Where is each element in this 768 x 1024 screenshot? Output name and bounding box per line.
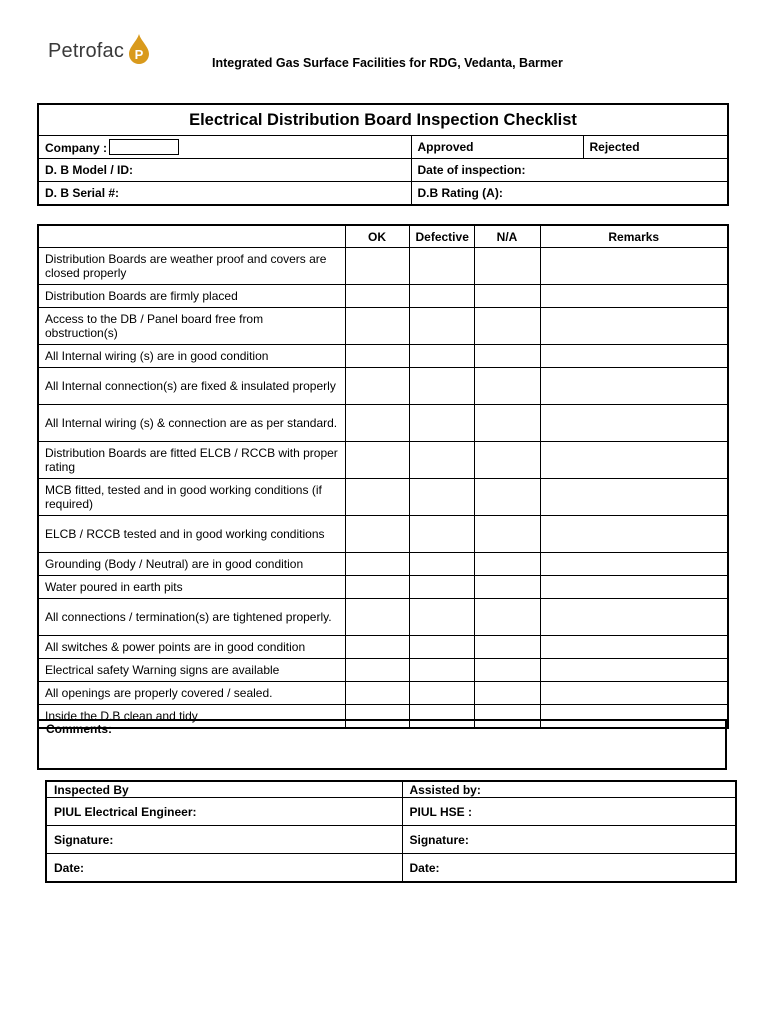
ok-cell[interactable]	[345, 308, 409, 345]
date-of-inspection-label: Date of inspection:	[411, 159, 728, 182]
remarks-cell[interactable]	[540, 599, 728, 636]
na-cell[interactable]	[474, 308, 540, 345]
company-cell	[38, 136, 411, 159]
remarks-cell[interactable]	[540, 576, 728, 599]
defective-cell[interactable]	[409, 248, 474, 285]
checklist-row	[38, 553, 728, 576]
company-input[interactable]	[109, 139, 179, 155]
ok-cell[interactable]	[345, 248, 409, 285]
na-cell[interactable]	[474, 553, 540, 576]
ok-cell[interactable]	[345, 682, 409, 705]
checklist-table	[37, 224, 729, 729]
checklist-row	[38, 442, 728, 479]
column-header-remarks: Remarks	[540, 225, 728, 248]
defective-cell[interactable]	[409, 599, 474, 636]
na-cell[interactable]	[474, 516, 540, 553]
defective-cell[interactable]	[409, 442, 474, 479]
na-cell[interactable]	[474, 479, 540, 516]
checklist-item: ELCB / RCCB tested and in good working conditions	[38, 516, 345, 553]
engineer-signature-label: Signature:	[46, 826, 402, 854]
ok-cell[interactable]	[345, 442, 409, 479]
petrofac-drop-icon	[128, 33, 150, 65]
hse-signature-label: Signature:	[402, 826, 736, 854]
approved-label: Approved	[411, 136, 583, 159]
remarks-cell[interactable]	[540, 479, 728, 516]
inspection-header-table	[37, 103, 729, 206]
checklist-item: All Internal connection(s) are fixed & insulated properly	[38, 368, 345, 405]
ok-cell[interactable]	[345, 368, 409, 405]
checklist-item: Water poured in earth pits	[38, 576, 345, 599]
checklist-item: Electrical safety Warning signs are available	[38, 659, 345, 682]
remarks-cell[interactable]	[540, 248, 728, 285]
remarks-cell[interactable]	[540, 405, 728, 442]
checklist-item: All Internal wiring (s) & connection are as per standard.	[38, 405, 345, 442]
ok-cell[interactable]	[345, 285, 409, 308]
checklist-item: Grounding (Body / Neutral) are in good condition	[38, 553, 345, 576]
db-model-label: D. B Model / ID:	[38, 159, 411, 182]
ok-cell[interactable]	[345, 659, 409, 682]
na-cell[interactable]	[474, 682, 540, 705]
defective-cell[interactable]	[409, 636, 474, 659]
remarks-cell[interactable]	[540, 285, 728, 308]
checklist-row	[38, 345, 728, 368]
na-cell[interactable]	[474, 368, 540, 405]
na-cell[interactable]	[474, 405, 540, 442]
na-cell[interactable]	[474, 636, 540, 659]
checklist-row	[38, 516, 728, 553]
checklist-header-row	[38, 225, 728, 248]
checklist-item: Distribution Boards are weather proof and covers are closed properly	[38, 248, 345, 285]
checklist-row	[38, 308, 728, 345]
na-cell[interactable]	[474, 599, 540, 636]
engineer-date-label: Date:	[46, 854, 402, 883]
defective-cell[interactable]	[409, 308, 474, 345]
checklist-row	[38, 479, 728, 516]
defective-cell[interactable]	[409, 368, 474, 405]
ok-cell[interactable]	[345, 599, 409, 636]
checklist-row	[38, 682, 728, 705]
company-label: Company :	[45, 141, 108, 155]
column-header-defective: Defective	[409, 225, 474, 248]
defective-cell[interactable]	[409, 345, 474, 368]
checklist-item: Access to the DB / Panel board free from obstruction(s)	[38, 308, 345, 345]
checklist-item: Distribution Boards are fitted ELCB / RCCB with proper rating	[38, 442, 345, 479]
defective-cell[interactable]	[409, 405, 474, 442]
assisted-by-label: Assisted by:	[402, 781, 736, 798]
remarks-cell[interactable]	[540, 516, 728, 553]
defective-cell[interactable]	[409, 285, 474, 308]
checklist-row	[38, 405, 728, 442]
ok-cell[interactable]	[345, 636, 409, 659]
defective-cell[interactable]	[409, 516, 474, 553]
na-cell[interactable]	[474, 248, 540, 285]
column-header-ok: OK	[345, 225, 409, 248]
ok-cell[interactable]	[345, 516, 409, 553]
checklist-item: All Internal wiring (s) are in good condition	[38, 345, 345, 368]
checklist-row	[38, 248, 728, 285]
checklist-item: Distribution Boards are firmly placed	[38, 285, 345, 308]
remarks-cell[interactable]	[540, 442, 728, 479]
comments-box[interactable]	[37, 719, 727, 770]
db-serial-label: D. B Serial #:	[38, 182, 411, 206]
defective-cell[interactable]	[409, 479, 474, 516]
remarks-cell[interactable]	[540, 345, 728, 368]
checklist-row	[38, 659, 728, 682]
ok-cell[interactable]	[345, 576, 409, 599]
company-logo	[48, 34, 150, 68]
ok-cell[interactable]	[345, 479, 409, 516]
na-cell[interactable]	[474, 285, 540, 308]
column-header-na: N/A	[474, 225, 540, 248]
column-header-item	[38, 225, 345, 248]
remarks-cell[interactable]	[540, 368, 728, 405]
checklist-item: MCB fitted, tested and in good working conditions (if required)	[38, 479, 345, 516]
defective-cell[interactable]	[409, 682, 474, 705]
checklist-item: All switches & power points are in good condition	[38, 636, 345, 659]
checklist-row	[38, 576, 728, 599]
project-title: Integrated Gas Surface Facilities for RDG, Vedanta, Barmer	[212, 56, 563, 70]
db-rating-label: D.B Rating (A):	[411, 182, 728, 206]
checklist-row	[38, 636, 728, 659]
na-cell[interactable]	[474, 442, 540, 479]
hse-label: PIUL HSE :	[402, 798, 736, 826]
remarks-cell[interactable]	[540, 682, 728, 705]
checklist-row	[38, 368, 728, 405]
remarks-cell[interactable]	[540, 636, 728, 659]
defective-cell[interactable]	[409, 553, 474, 576]
checklist-item: All openings are properly covered / sealed.	[38, 682, 345, 705]
na-cell[interactable]	[474, 659, 540, 682]
na-cell[interactable]	[474, 345, 540, 368]
engineer-label: PIUL Electrical Engineer:	[46, 798, 402, 826]
remarks-cell[interactable]	[540, 659, 728, 682]
comments-label: Comments:	[46, 722, 113, 736]
checklist-row	[38, 285, 728, 308]
checklist-item: Inside the D.B clean and tidy	[38, 705, 345, 729]
remarks-cell[interactable]	[540, 308, 728, 345]
hse-date-label: Date:	[402, 854, 736, 883]
ok-cell[interactable]	[345, 553, 409, 576]
rejected-label: Rejected	[583, 136, 728, 159]
signoff-table	[45, 780, 737, 883]
ok-cell[interactable]	[345, 345, 409, 368]
na-cell[interactable]	[474, 576, 540, 599]
remarks-cell[interactable]	[540, 553, 728, 576]
inspected-by-label: Inspected By	[46, 781, 402, 798]
checklist-item: All connections / termination(s) are tightened properly.	[38, 599, 345, 636]
checklist-row	[38, 599, 728, 636]
defective-cell[interactable]	[409, 576, 474, 599]
ok-cell[interactable]	[345, 405, 409, 442]
defective-cell[interactable]	[409, 659, 474, 682]
form-title: Electrical Distribution Board Inspection Checklist	[38, 104, 728, 136]
logo-letter: P	[134, 47, 144, 62]
logo-text: Petrofac	[48, 39, 125, 62]
